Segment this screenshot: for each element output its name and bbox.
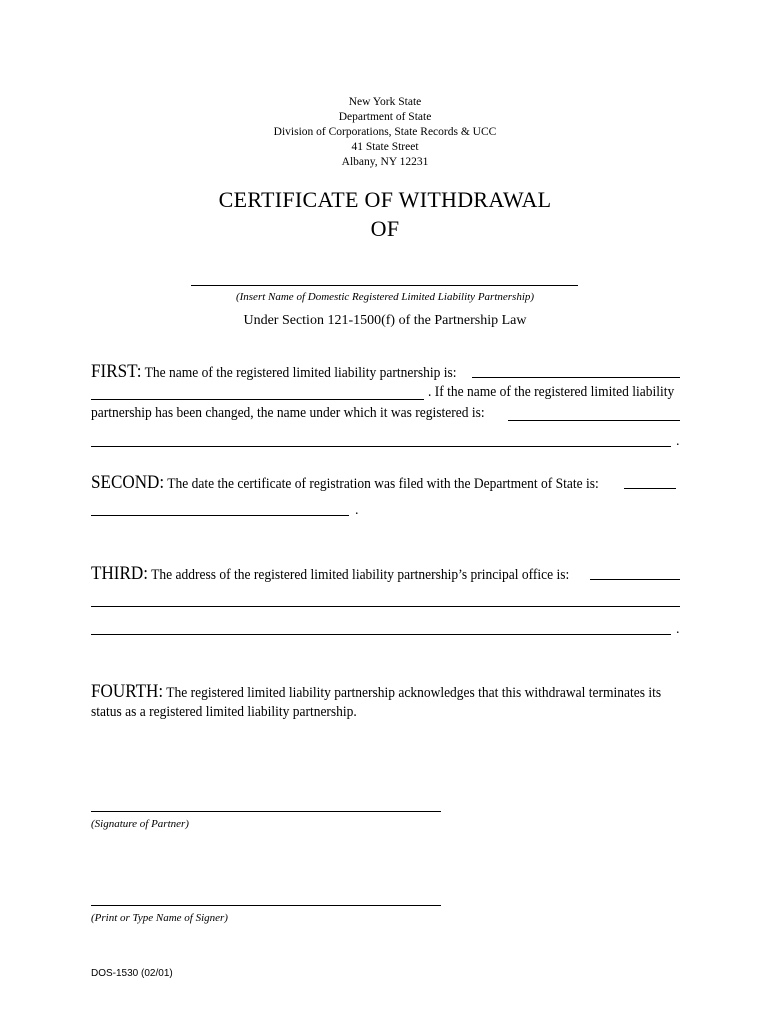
partnership-name-hint: (Insert Name of Domestic Registered Limited Liability Partnership): [235, 291, 535, 303]
document-title: CERTIFICATE OF WITHDRAWAL: [218, 187, 552, 212]
former-name-field-b[interactable]: [91, 446, 671, 447]
address-line-street: 41 State Street: [351, 141, 419, 153]
fourth-paragraph-line2: status as a registered limited liability partnership.: [91, 704, 357, 720]
address-line-state: New York State: [348, 96, 422, 108]
first-name-field-a[interactable]: [472, 377, 680, 378]
third-period: .: [676, 622, 680, 637]
fourth-text: The registered limited liability partnership acknowledges that this withdrawal terminates its: [166, 685, 662, 701]
office-address-field-b[interactable]: [91, 606, 680, 607]
second-heading: SECOND:: [91, 472, 165, 493]
third-paragraph: [91, 563, 569, 585]
address-line-division: Division of Corporations, State Records & UCC: [273, 126, 497, 138]
first-name-field-b[interactable]: [91, 399, 424, 400]
address-line-city: Albany, NY 12231: [341, 156, 429, 168]
under-section-text: Under Section 121-1500(f) of the Partnership Law: [243, 313, 527, 328]
second-text: The date the certificate of registration was filed with the Department of State is:: [167, 476, 599, 492]
former-name-field-a[interactable]: [508, 420, 680, 421]
first-paragraph-line3: partnership has been changed, the name under which it was registered is:: [91, 405, 485, 421]
signature-line[interactable]: [91, 811, 441, 812]
print-name-caption: (Print or Type Name of Signer): [91, 912, 228, 924]
first-text: The name of the registered limited liability partnership is:: [144, 365, 457, 381]
document-title-of: OF: [370, 216, 400, 241]
first-period: .: [676, 434, 680, 449]
first-paragraph-line2: . If the name of the registered limited liability: [428, 384, 675, 400]
first-paragraph-line1: [91, 361, 457, 383]
agency-address: [0, 95, 770, 170]
third-heading: THIRD:: [91, 563, 148, 584]
fourth-paragraph-line1: [91, 681, 661, 703]
filing-date-field-a[interactable]: [624, 488, 676, 489]
third-text: The address of the registered limited liability partnership’s principal office is:: [151, 567, 570, 583]
first-heading: FIRST:: [91, 361, 142, 382]
signature-caption: (Signature of Partner): [91, 818, 189, 830]
partnership-name-line[interactable]: [191, 285, 578, 286]
fourth-heading: FOURTH:: [91, 681, 164, 702]
second-period: .: [355, 503, 359, 518]
form-number: DOS-1530 (02/01): [91, 968, 173, 979]
office-address-field-c[interactable]: [91, 634, 671, 635]
print-name-line[interactable]: [91, 905, 441, 906]
filing-date-field-b[interactable]: [91, 515, 349, 516]
office-address-field-a[interactable]: [590, 579, 680, 580]
second-paragraph: [91, 472, 599, 494]
address-line-department: Department of State: [338, 111, 432, 123]
